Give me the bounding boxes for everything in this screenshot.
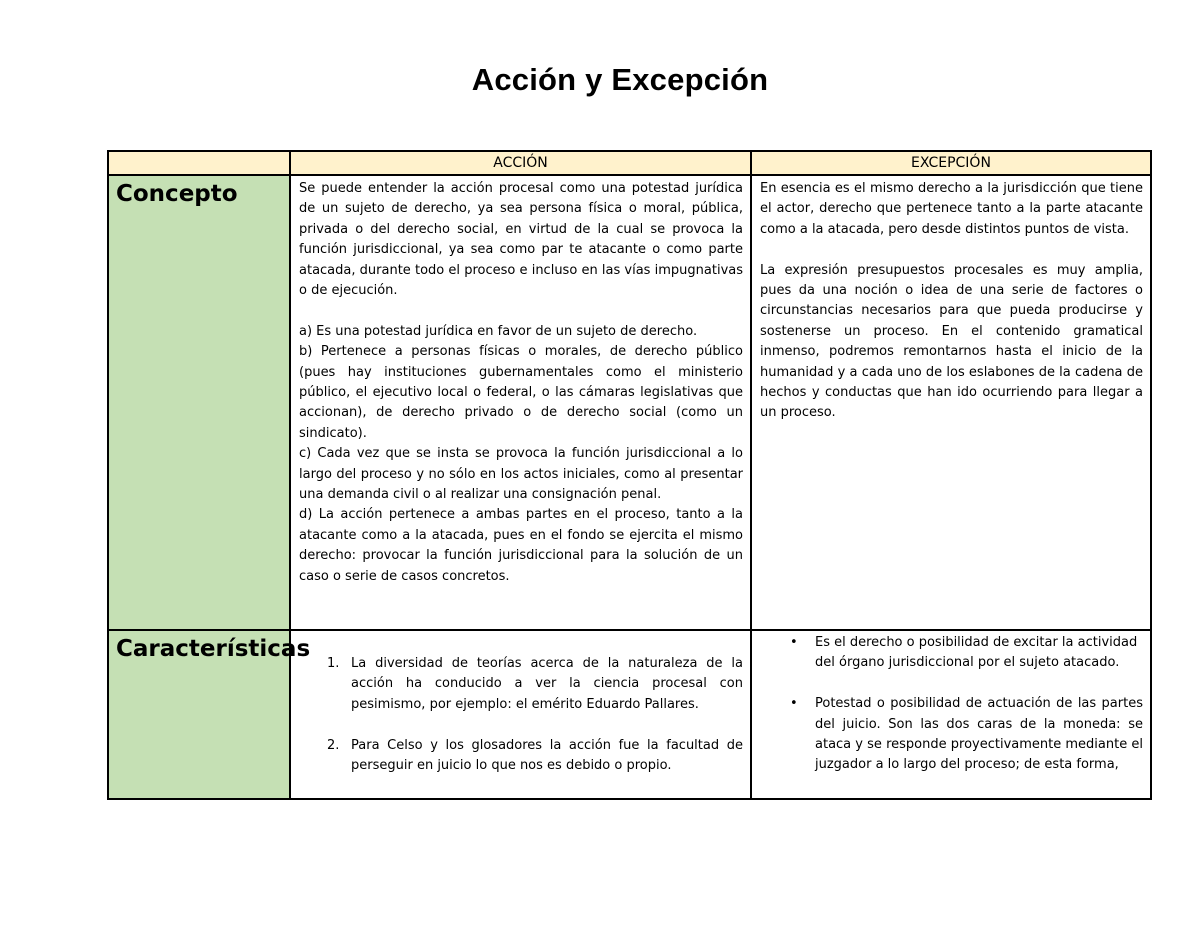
list-item-text: Es el derecho o posibilidad de excitar la actividad del órgano jurisdiccional por el sujeto atacado. — [815, 635, 1138, 671]
document-title: Acción y Excepción — [471, 62, 769, 97]
concepto-accion-item-b: b) Pertenece a personas físicas o morales, de derecho público (pues hay instituciones gubernamentales como el ministerio público, el ejecutivo local o federal, o las cámaras legislativas que accionan), de derecho privado o de derecho social (como un sindicato). — [299, 344, 743, 441]
header-empty-cell — [108, 151, 290, 175]
concepto-excepcion-paragraph-1: En esencia es el mismo derecho a la jurisdicción que tiene el actor, derecho que pertenece tanto a la parte atacante como a la atacada, pero desde distintos puntos de vista. — [760, 181, 1143, 237]
row-concepto — [108, 175, 1151, 630]
concepto-excepcion-paragraph-2: La expresión presupuestos procesales es muy amplia, pues da una noción o idea de una serie de factores o circunstancias necesarios para que pueda producirse y sostenerse un proceso. En el contenido gramatical inmenso, podremos remontarnos hasta el inicio de la humanidad y a cada uno de los eslabones de la cadena de hechos y conductas que han ido ocurriendo para llegar a un proceso. — [760, 262, 1143, 421]
list-item — [760, 633, 1143, 674]
bullet-icon: • — [790, 696, 798, 712]
row-caracteristicas — [108, 630, 1151, 799]
list-number: 2. — [327, 737, 340, 753]
concepto-accion-item-d: d) La acción pertenece a ambas partes en el proceso, tanto a la atacante como a la atacada, pues en el fondo se ejercita el mismo derecho: provocar la función jurisdiccional para la solución de un caso o serie de casos concretos. — [299, 507, 743, 584]
row-label-caracteristicas: Características — [108, 630, 290, 799]
caracteristicas-excepcion-list — [760, 633, 1143, 776]
caracteristicas-excepcion-cell — [751, 630, 1151, 799]
row-label-concepto: Concepto — [108, 175, 290, 630]
concepto-accion-item-c: c) Cada vez que se insta se provoca la función jurisdiccional a lo largo del proceso y no sólo en los actos iniciales, como al presentar una demanda civil o al realizar una consignación penal. — [299, 446, 743, 503]
header-accion: ACCIÓN — [290, 151, 751, 175]
bullet-icon: • — [790, 635, 798, 650]
list-item — [299, 654, 743, 715]
comparison-table — [107, 150, 1152, 800]
list-item — [760, 694, 1143, 776]
header-excepcion: EXCEPCIÓN — [751, 151, 1151, 175]
concepto-accion-cell — [290, 175, 751, 630]
list-item-text: Para Celso y los glosadores la acción fue la facultad de perseguir en juicio lo que nos es debido o propio. — [351, 737, 743, 774]
list-item-text: La diversidad de teorías acerca de la naturaleza de la acción ha conducido a ver la ciencia procesal con pesimismo, por ejemplo: el emérito Eduardo Pallares. — [351, 656, 743, 712]
caracteristicas-accion-cell — [290, 630, 751, 799]
concepto-excepcion-cell — [751, 175, 1151, 630]
concepto-accion-item-a: a) Es una potestad jurídica en favor de un sujeto de derecho. — [299, 323, 698, 339]
concepto-accion-paragraph: Se puede entender la acción procesal como una potestad jurídica de un sujeto de derecho, ya sea persona física o moral, pública, privada o del derecho social, en virtud de la cual se provoca la función jurisdiccional, ya sea como par te atacante o como parte atacada, durante todo el proceso e incluso en las vías impugnativas o de ejecución. — [299, 181, 743, 299]
caracteristicas-accion-list — [299, 654, 743, 776]
list-item — [299, 736, 743, 777]
header-row — [108, 151, 1151, 175]
list-item-text: Potestad o posibilidad de actuación de las partes del juicio. Son las dos caras de la moneda: se ataca y se responde proyectivamente mediante el juzgador a lo largo del proceso; de esta forma, — [815, 696, 1143, 773]
list-number: 1. — [327, 656, 340, 671]
